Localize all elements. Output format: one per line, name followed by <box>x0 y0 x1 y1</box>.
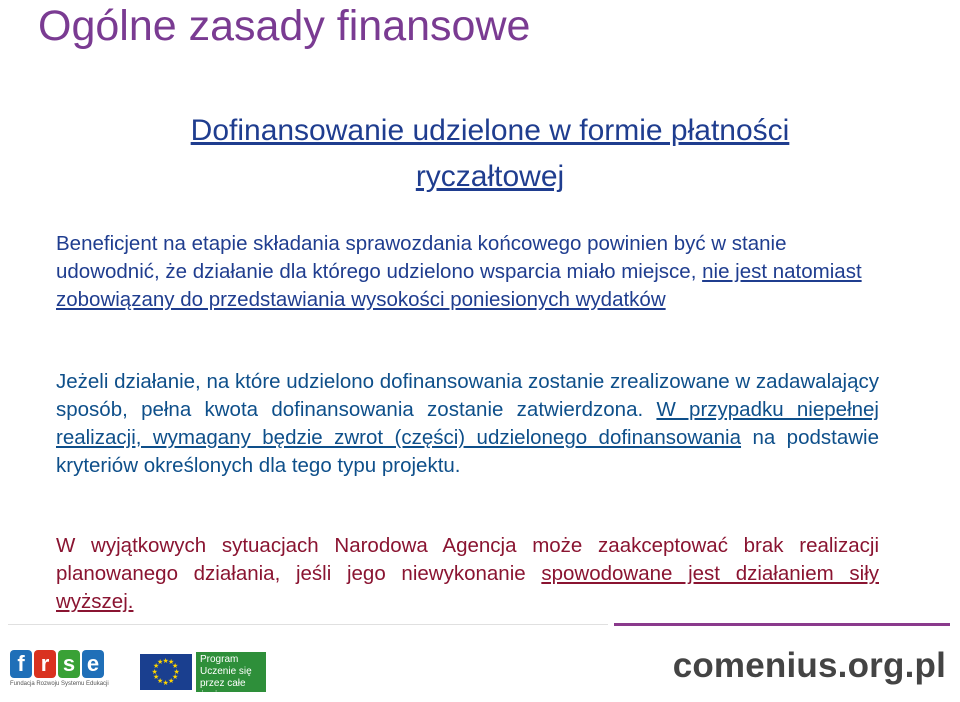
eu-star-icon: ★ <box>172 674 179 681</box>
eu-program-text: Program Uczenie się przez całe życie <box>196 652 266 692</box>
page-title: Ogólne zasady finansowe <box>38 2 531 50</box>
footer-divider-right <box>614 623 950 626</box>
footer-divider-left <box>8 624 608 625</box>
paragraph-beneficiary <box>56 230 879 314</box>
eu-star-icon: ★ <box>157 658 164 666</box>
paragraph-3-underlined: spowodowane jest działaniem siły wyższej. <box>56 562 879 613</box>
paragraph-1-underlined: nie jest natomiast zobowiązany do przedstawiania wysokości poniesionych wydatków <box>56 260 862 311</box>
frse-letter-s: s <box>58 650 80 678</box>
paragraph-3-text: W wyjątkowych sytuacjach Narodowa Agencja może zaakceptować brak realizacji planowanego działania, jeśli jego niewykonanie <box>56 534 879 585</box>
paragraph-realization <box>56 368 879 480</box>
frse-logo-letters <box>10 650 120 678</box>
eu-star-icon: ★ <box>151 668 158 676</box>
eu-star-icon: ★ <box>152 663 160 670</box>
section-subtitle <box>60 108 920 200</box>
paragraph-2-underlined: W przypadku niepełnej realizacji, wymagany będzie zwrot (części) udzielonego dofinansowania <box>56 398 879 449</box>
frse-logo <box>10 650 120 694</box>
eu-program-logo <box>140 652 260 701</box>
paragraph-exceptions <box>56 532 879 616</box>
frse-logo-caption: Fundacja Rozwoju Systemu Edukacji <box>10 681 109 687</box>
subtitle-line-1: Dofinansowanie udzielone w formie płatności <box>190 114 790 147</box>
eu-star-icon: ★ <box>168 678 175 686</box>
paragraph-2-text: Jeżeli działanie, na które udzielono dofinansowania zostanie zrealizowane w zadawalający sposób, pełna kwota dofinansowania zostanie zatwierdzona. <box>56 370 879 421</box>
eu-star-icon: ★ <box>162 657 169 665</box>
eu-star-icon: ★ <box>173 668 180 676</box>
frse-letter-e: e <box>82 650 104 678</box>
brand-wordmark: comenius.org.pl <box>672 646 946 685</box>
eu-star-icon: ★ <box>162 679 169 687</box>
eu-star-icon: ★ <box>168 658 175 666</box>
frse-letter-r: r <box>34 650 56 678</box>
paragraph-1-text: Beneficjent na etapie składania sprawozdania końcowego powinien być w stanie udowodnić, że działanie dla którego udzielono wsparcia miało miejsce, <box>56 232 787 283</box>
eu-star-icon: ★ <box>152 674 160 681</box>
eu-flag-icon <box>140 654 192 690</box>
frse-letter-f: f <box>10 650 32 678</box>
eu-star-icon: ★ <box>172 663 179 670</box>
eu-star-icon: ★ <box>157 678 164 686</box>
subtitle-line-2: ryczałtowej <box>415 160 565 193</box>
paragraph-2-tail: na podstawie kryteriów określonych dla tego typu projektu. <box>56 426 879 477</box>
